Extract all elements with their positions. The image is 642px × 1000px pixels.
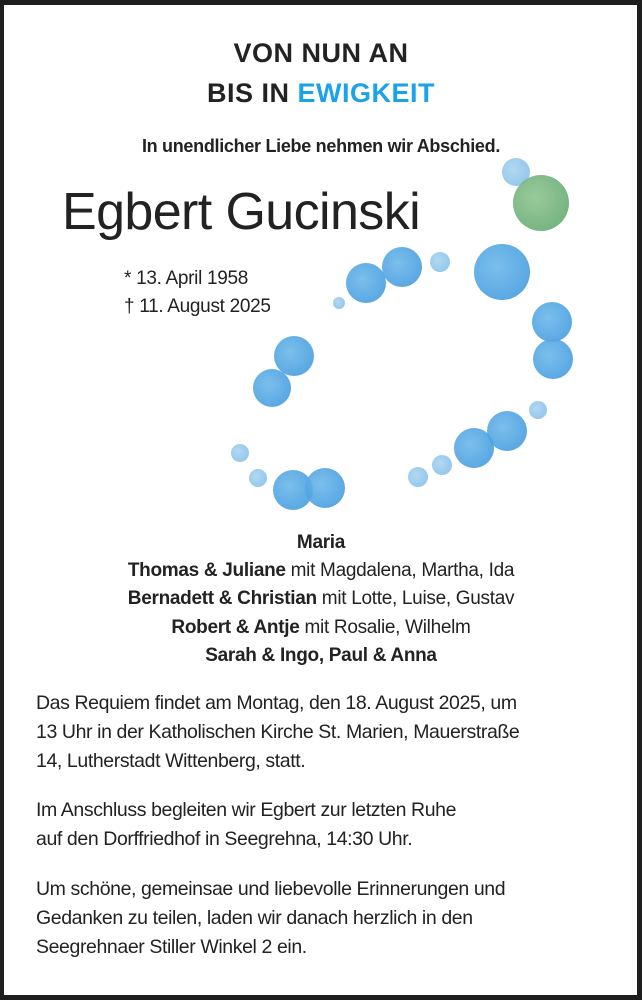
headline-line-2 <box>0 78 642 109</box>
bubble <box>513 175 569 231</box>
bubble <box>382 247 422 287</box>
bubble <box>532 302 572 342</box>
bubble <box>430 252 450 272</box>
paragraph-line: 14, Lutherstadt Wittenberg, statt. <box>36 750 306 772</box>
paragraph-line: Seegrehnaer Stiller Winkel 2 ein. <box>36 936 307 958</box>
bubble <box>231 444 249 462</box>
family-children: mit Rosalie, Wilhelm <box>299 617 471 638</box>
bubble <box>533 339 573 379</box>
family-line <box>0 560 642 582</box>
subtitle: In unendlicher Liebe nehmen wir Abschied. <box>141 136 501 156</box>
death-date: † 11. August 2025 <box>124 296 271 317</box>
headline-accent: EWIGKEIT <box>297 78 435 108</box>
burial-paragraph <box>36 796 456 854</box>
deceased-name: Egbert Gucinski <box>62 183 421 241</box>
paragraph-line: 13 Uhr in der Katholischen Kirche St. Marien, Mauerstraße <box>36 721 520 743</box>
birth-date: * 13. April 1958 <box>124 268 249 289</box>
paragraph-line: Gedanken zu teilen, laden wir danach herzlich in den <box>36 907 473 929</box>
bubble <box>253 369 291 407</box>
requiem-paragraph <box>36 689 519 776</box>
bubble <box>305 468 345 508</box>
paragraph-line: Um schöne, gemeinsae und liebevolle Erinnerungen und <box>36 878 506 900</box>
family-line <box>0 617 642 639</box>
family-children: mit Magdalena, Martha, Ida <box>285 560 515 581</box>
bubble <box>454 428 494 468</box>
family-names: Maria <box>296 532 346 553</box>
family-line <box>0 532 642 554</box>
family-names: Thomas & Juliane <box>127 560 286 581</box>
bubble <box>432 455 452 475</box>
bubble <box>249 469 267 487</box>
family-line <box>0 588 642 610</box>
paragraph-line: Das Requiem findet am Montag, den 18. August 2025, um <box>36 692 517 714</box>
family-names: Robert & Antje <box>171 617 300 638</box>
paragraph-line: Im Anschluss begleiten wir Egbert zur letzten Ruhe <box>36 799 457 821</box>
family-line <box>0 645 642 667</box>
family-children: mit Lotte, Luise, Gustav <box>316 588 515 609</box>
paragraph-line: auf den Dorffriedhof in Seegrehna, 14:30 Uhr. <box>36 828 413 850</box>
bubble <box>346 263 386 303</box>
bubble <box>529 401 547 419</box>
bubble <box>333 297 345 309</box>
headline-prefix: BIS IN <box>206 78 298 108</box>
bubble <box>408 467 428 487</box>
family-names: Sarah & Ingo, Paul & Anna <box>205 645 437 666</box>
bubble <box>474 244 530 300</box>
headline-line-1: VON NUN AN <box>233 38 409 68</box>
family-names: Bernadett & Christian <box>127 588 317 609</box>
invitation-paragraph <box>36 875 505 962</box>
